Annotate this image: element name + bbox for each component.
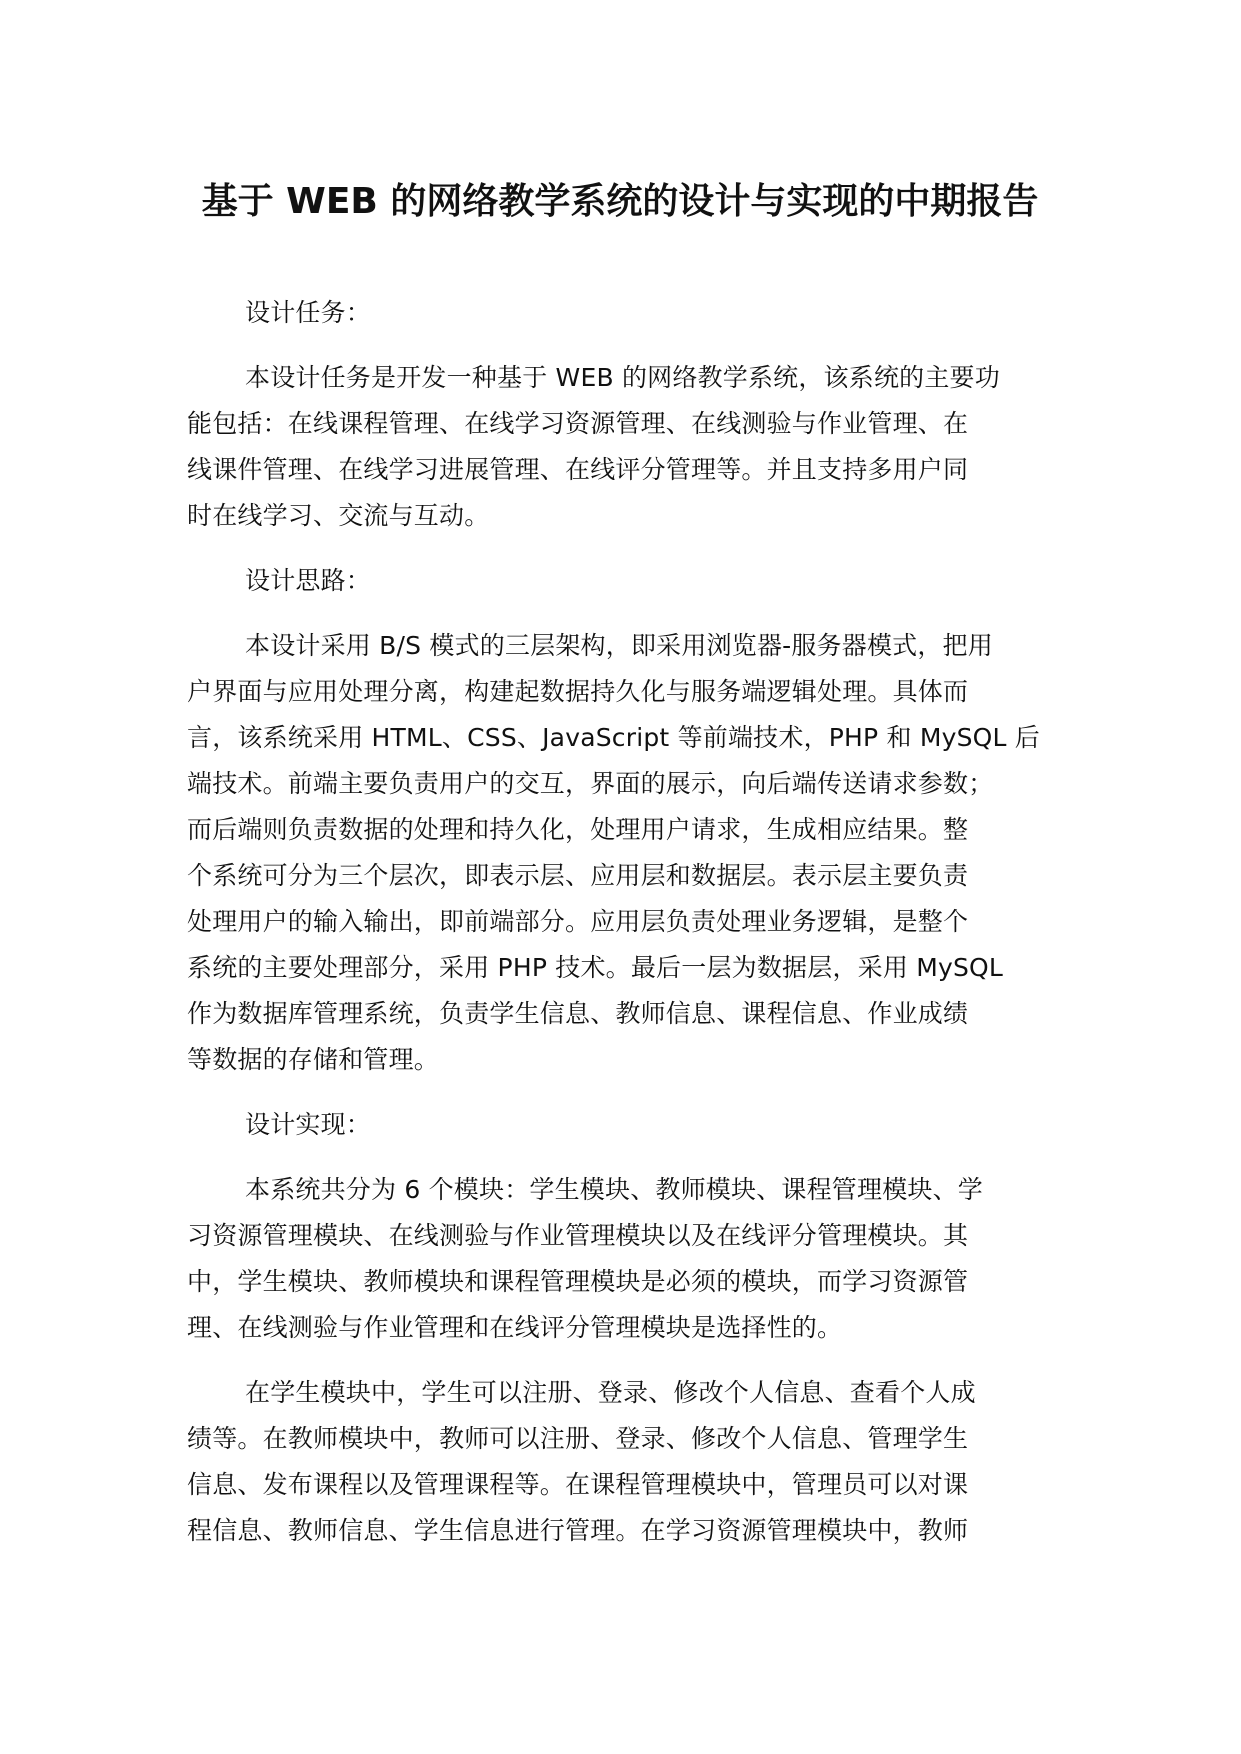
paragraph-impl-body-1 [187,1167,1067,1351]
text-line: 本设计采用 B/S 模式的三层架构，即采用浏览器-服务器模式，把用 [245,631,993,660]
text-line: 系统的主要处理部分，采用 PHP 技术。最后一层为数据层，采用 MySQL [187,953,1004,982]
text-line: 能包括：在线课程管理、在线学习资源管理、在线测验与作业管理、在 [187,409,969,438]
paragraph-impl-body-2 [187,1370,1067,1554]
text-line: 中，学生模块、教师模块和课程管理模块是必须的模块，而学习资源管 [187,1267,969,1296]
text-line: 处理用户的输入输出，即前端部分。应用层负责处理业务逻辑，是整个 [187,907,969,936]
text-line: 理、在线测验与作业管理和在线评分管理模块是选择性的。 [187,1313,843,1342]
text-line: 信息、发布课程以及管理课程等。在课程管理模块中，管理员可以对课 [187,1470,969,1499]
text-line: 而后端则负责数据的处理和持久化，处理用户请求，生成相应结果。整 [187,815,969,844]
text-line: 习资源管理模块、在线测验与作业管理模块以及在线评分管理模块。其 [187,1221,969,1250]
text-line: 作为数据库管理系统，负责学生信息、教师信息、课程信息、作业成绩 [187,999,969,1028]
text-line: 设计任务： [245,298,372,327]
paragraph-heading-task [187,290,1067,336]
document-body [187,290,1067,1554]
text-line: 线课件管理、在线学习进展管理、在线评分管理等。并且支持多用户同 [187,455,969,484]
text-line: 设计实现： [245,1110,372,1139]
text-line: 等数据的存储和管理。 [187,1045,440,1074]
document-title: 基于 WEB 的网络教学系统的设计与实现的中期报告 [201,181,1039,222]
text-line: 端技术。前端主要负责用户的交互，界面的展示，向后端传送请求参数； [187,769,994,798]
paragraph-heading-idea [187,558,1067,604]
text-line: 程信息、教师信息、学生信息进行管理。在学习资源管理模块中，教师 [187,1516,969,1545]
text-line: 个系统可分为三个层次，即表示层、应用层和数据层。表示层主要负责 [187,861,969,890]
text-line: 言，该系统采用 HTML、CSS、JavaScript 等前端技术，PHP 和 MySQL 后 [187,723,1041,752]
paragraph-task-body [187,355,1067,539]
paragraph-idea-body [187,623,1067,1083]
text-line: 时在线学习、交流与互动。 [187,501,490,530]
text-line: 户界面与应用处理分离，构建起数据持久化与服务端逻辑处理。具体而 [187,677,969,706]
text-line: 设计思路： [245,566,372,595]
text-line: 本系统共分为 6 个模块：学生模块、教师模块、课程管理模块、学 [245,1175,984,1204]
paragraph-heading-impl [187,1102,1067,1148]
text-line: 在学生模块中，学生可以注册、登录、修改个人信息、查看个人成 [245,1378,976,1407]
text-line: 本设计任务是开发一种基于 WEB 的网络教学系统，该系统的主要功 [245,363,1000,392]
text-line: 绩等。在教师模块中，教师可以注册、登录、修改个人信息、管理学生 [187,1424,969,1453]
